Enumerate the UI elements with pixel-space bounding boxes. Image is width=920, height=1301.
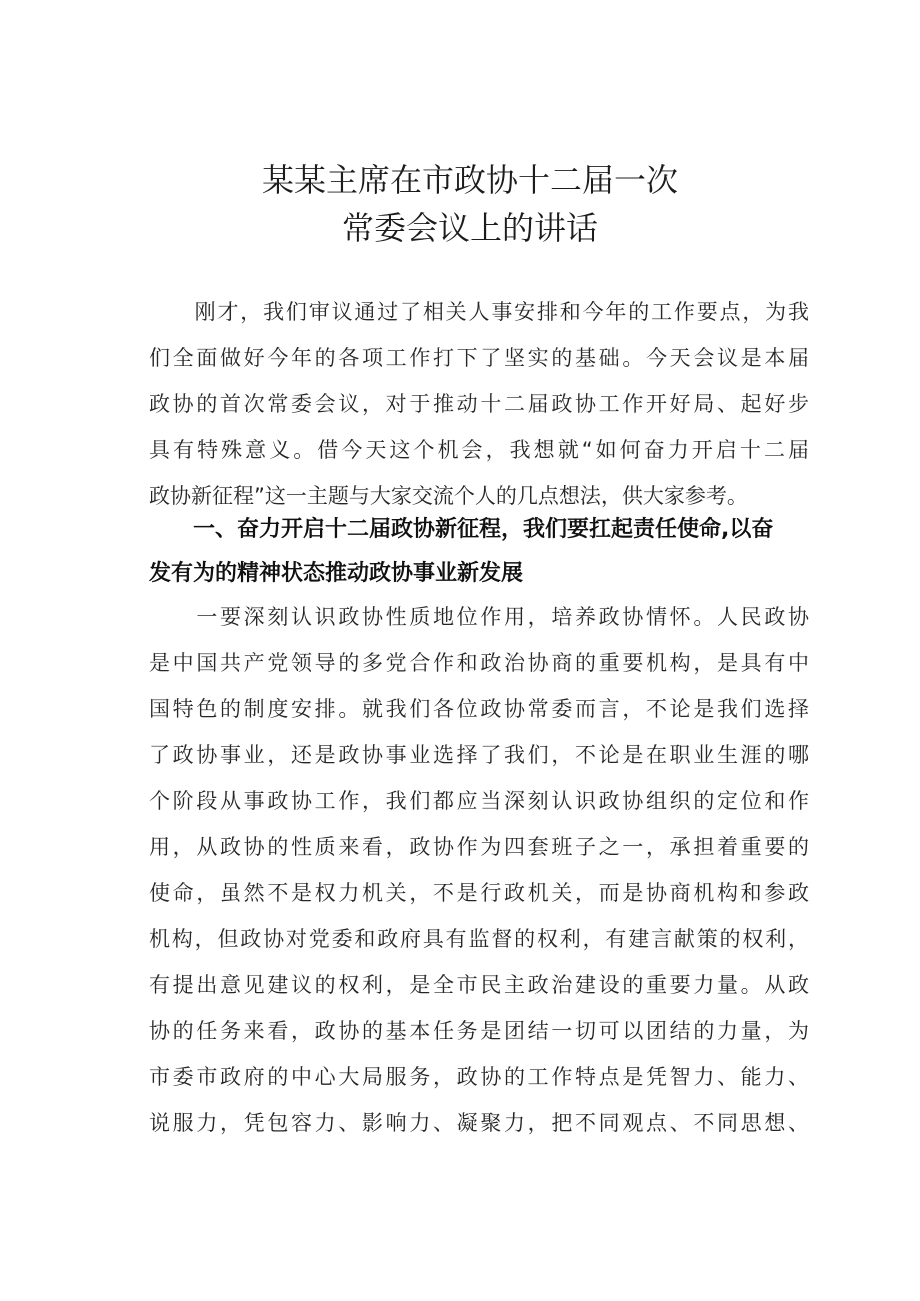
intro-line: 刚才，我们审议通过了相关人事安排和今年的工作要点，为我 xyxy=(149,300,809,324)
intro-paragraph xyxy=(149,289,809,519)
body-line: 一要深刻认识政协性质地位作用，培养政协情怀。人民政协 xyxy=(149,605,809,629)
body-line: 使命，虽然不是权力机关，不是行政机关，而是协商机构和参政 xyxy=(149,881,809,905)
heading-line: 发有为的精神状态推动政协事业新发展 xyxy=(149,561,524,586)
intro-line: 政协的首次常委会议，对于推动十二届政协工作开好局、起好步 xyxy=(149,392,809,416)
body-line: 了政协事业，还是政协事业选择了我们，不论是在职业生涯的哪 xyxy=(149,743,809,767)
body-line: 用，从政协的性质来看，政协作为四套班子之一，承担着重要的 xyxy=(149,835,809,859)
body-line: 有提出意见建议的权利，是全市民主政治建设的重要力量。从政 xyxy=(149,973,809,997)
body-line: 个阶段从事政协工作，我们都应当深刻认识政协组织的定位和作 xyxy=(149,789,809,813)
title-line-2: 常委会议上的讲话 xyxy=(341,209,598,247)
intro-line: 具有特殊意义。借今天这个机会，我想就“如何奋力开启十二届 xyxy=(149,438,809,462)
body-line: 国特色的制度安排。就我们各位政协常委而言，不论是我们选择 xyxy=(149,697,809,721)
section-1-paragraph xyxy=(149,594,809,1146)
body-line: 协的任务来看，政协的基本任务是团结一切可以团结的力量，为 xyxy=(149,1019,809,1043)
body-line: 市委市政府的中心大局服务，政协的工作特点是凭智力、能力、 xyxy=(149,1065,809,1089)
intro-line: 们全面做好今年的各项工作打下了坚实的基础。今天会议是本届 xyxy=(149,346,809,370)
body-line: 说服力，凭包容力、影响力、凝聚力，把不同观点、不同思想、 xyxy=(149,1111,809,1135)
document-title xyxy=(150,156,790,252)
heading-line: 一、奋力开启十二届政协新征程，我们要扛起责任使命,以奋 xyxy=(149,517,774,542)
body-line: 机构，但政协对党委和政府具有监督的权利，有建言献策的权利， xyxy=(149,927,809,951)
section-1-heading xyxy=(149,508,809,596)
intro-line: 政协新征程”这一主题与大家交流个人的几点想法，供大家参考。 xyxy=(149,484,748,508)
title-line-1: 某某主席在市政协十二届一次 xyxy=(261,161,678,199)
body-line: 是中国共产党领导的多党合作和政治协商的重要机构，是具有中 xyxy=(149,651,809,675)
